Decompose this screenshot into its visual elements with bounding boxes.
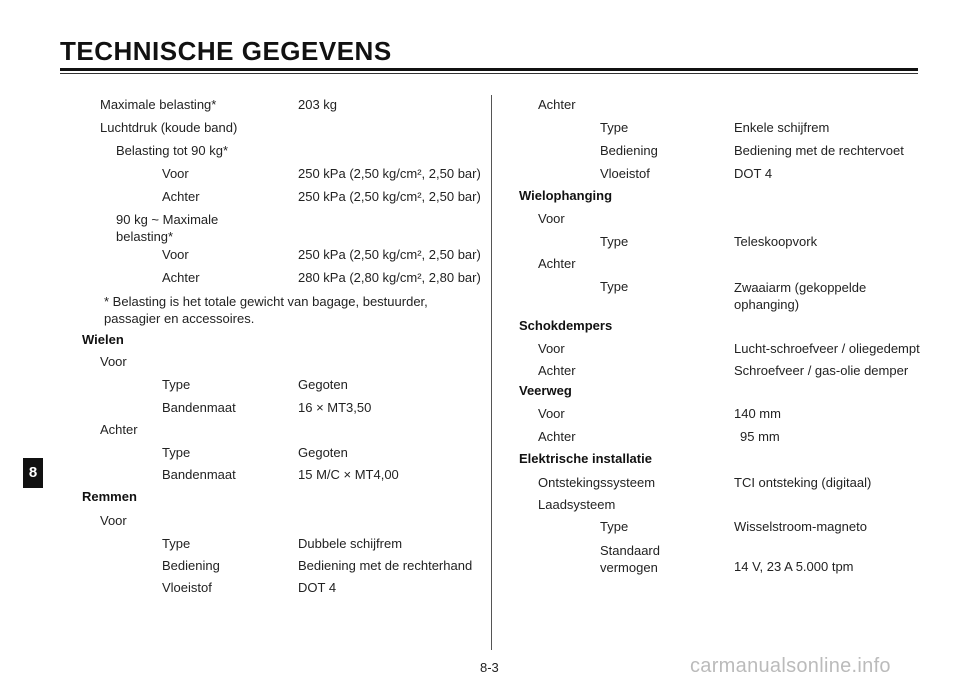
ignition-value: TCI ontsteking (digitaal) [734,475,872,490]
travel-front-value: 140 mm [734,406,781,421]
charging-label: Laadsysteem [538,497,616,512]
wheels-heading: Wielen [82,332,124,347]
front-value-1: 250 kPa (2,50 kg/cm², 2,50 bar) [298,166,481,181]
rb-type-value: Enkele schijfrem [734,120,830,135]
shocks-rear-value: Schroefveer / gas-olie demper [734,363,909,378]
charging-type-value: Wisselstroom-magneto [734,519,867,534]
suspension-heading: Wielophanging [519,188,613,203]
shocks-front-value: Lucht-schroefveer / oliegedempt [734,341,920,356]
susp-front-label: Voor [538,211,565,226]
brakes-op-value: Bediening met de rechterhand [298,558,473,573]
brakes-fluid-label: Vloeistof [162,580,212,595]
rb-op-value: Bediening met de rechtervoet [734,143,904,158]
max-load-label: Maximale belasting* [100,97,217,112]
rb-fluid-value: DOT 4 [734,166,773,181]
wheels-rear-label: Achter [100,422,138,437]
shocks-front-label: Voor [538,341,565,356]
wheels-front-size-value: 16 × MT3,50 [298,400,372,415]
rb-type-label: Type [600,120,629,135]
wheels-rear-type-label: Type [162,445,191,460]
susp-front-type-label: Type [600,234,629,249]
rb-op-label: Bediening [600,143,658,158]
susp-rear-type-value: Zwaaiarm (gekoppelde ophanging) [734,280,867,312]
brakes-heading: Remmen [82,489,137,504]
front-value-2: 250 kPa (2,50 kg/cm², 2,50 bar) [298,247,481,262]
watermark: carmanualsonline.info [690,655,891,677]
susp-front-type-value: Teleskoopvork [734,234,818,249]
wheels-rear-type-value: Gegoten [298,445,348,460]
susp-rear-label: Achter [538,256,576,271]
rear-brake-label: Achter [538,97,576,112]
front-label-1: Voor [162,166,189,181]
wheels-front-size-label: Bandenmaat [162,400,236,415]
standard-output-value: 14 V, 23 A 5.000 tpm [734,559,854,574]
standard-output-label: Standaard vermogen [600,543,660,575]
brakes-front-label: Voor [100,513,127,528]
rear-label-2: Achter [162,270,200,285]
wheels-front-type-value: Gegoten [298,377,348,392]
susp-rear-type-label: Type [600,279,629,294]
title-rule [60,68,918,71]
wheels-rear-size-value: 15 M/C × MT4,00 [298,467,399,482]
travel-front-label: Voor [538,406,565,421]
load-upto-label: Belasting tot 90 kg* [116,143,229,158]
ignition-label: Ontstekingssysteem [538,475,656,490]
page-number: 8-3 [480,660,499,675]
travel-heading: Veerweg [519,383,572,398]
travel-rear-value: 95 mm [740,429,780,444]
brakes-fluid-value: DOT 4 [298,580,337,595]
rb-fluid-label: Vloeistof [600,166,650,181]
wheels-front-label: Voor [100,354,127,369]
column-divider [491,95,492,650]
max-load-value: 203 kg [298,97,338,112]
wheels-rear-size-label: Bandenmaat [162,467,236,482]
section-tab: 8 [23,458,43,488]
shocks-heading: Schokdempers [519,318,613,333]
title-rule-thin [60,73,918,74]
brakes-type-value: Dubbele schijfrem [298,536,403,551]
brakes-type-label: Type [162,536,191,551]
rear-value-1: 250 kPa (2,50 kg/cm², 2,50 bar) [298,189,481,204]
load-max-label: 90 kg ~ Maximale belasting* [116,212,219,244]
rear-label-1: Achter [162,189,200,204]
front-label-2: Voor [162,247,189,262]
load-footnote: * Belasting is het totale gewicht van bagage, bestuurder, passagier en accessoires. [104,294,428,326]
electrical-heading: Elektrische installatie [519,451,652,466]
charging-type-label: Type [600,519,629,534]
shocks-rear-label: Achter [538,363,576,378]
rear-value-2: 280 kPa (2,80 kg/cm², 2,80 bar) [298,270,481,285]
tire-pressure-label: Luchtdruk (koude band) [100,120,238,135]
travel-rear-label: Achter [538,429,576,444]
brakes-op-label: Bediening [162,558,220,573]
page-title: TECHNISCHE GEGEVENS [60,36,392,66]
wheels-front-type-label: Type [162,377,191,392]
